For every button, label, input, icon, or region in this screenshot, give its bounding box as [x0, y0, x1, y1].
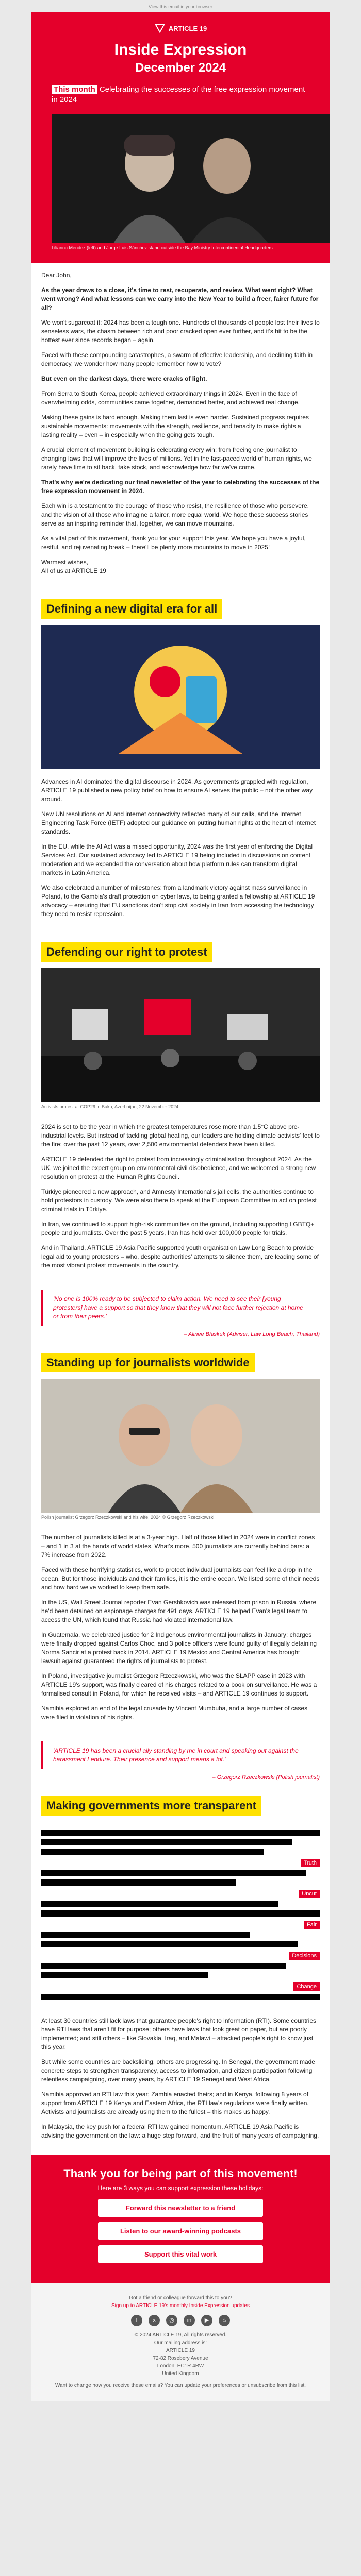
- redact-label-3: Fair: [304, 1921, 320, 1929]
- logo-icon: [154, 23, 166, 34]
- logo-text: ARTICLE 19: [168, 24, 207, 32]
- journalist-quote: 'ARTICLE 19 has been a crucial ally standing by me in court and speaking out against the harassment I endure. Their presence and support means a lot.': [41, 1741, 320, 1769]
- people-photo-illustration: [52, 114, 330, 243]
- signup-link[interactable]: Sign up to ARTICLE 19's monthly Inside Expression updates: [111, 2303, 250, 2309]
- section4-body: At least 30 countries still lack laws that guarantee people's right to information (RTI). Some countries have RTI laws that aren't fit for purpose; others have laws that look great on paper, but are poorly implemented; and still others – like Slovakia, Iraq, and Malawi – attacked people's right to know just this year. But while some countries are backsliding, others are progressing. In Senegal, the government made concrete steps to strengthen transparency, access to information, and citizen participation following relentless campaigning, over many years, by ARTICLE 19 Senegal and West Africa. Namibia approved an RTI law this year; Zambia enacted theirs; and in Kenya, following 8 years of support from ARTICLE 19 Kenya and Eastern Africa, the RTI law's regulations were finally written. Activists and journalists are already using them to the fullest – this makes us happy. In Malaysia, the key push for a federal RTI law gained momentum. ARTICLE 19 Asia Pacific is advising the government on the law: a huge step forward, and the fruit of many years of campaigning.: [41, 2017, 319, 2139]
- intro-letter: Dear John, As the year draws to a close, it's time to rest, recuperate, and review. What went right? What went wrong? And what lessons can we carry into the New Year to build a freer, fairer future for all? We won't sugarcoat it: 2024 has been a tough one. Hundreds of thousands of people lost their lives to senseless wars, the chasm between rich and poor cracked open ever further, and it's hit to be the hottest ever since records began – again. Faced with these compounding catastrophes, a swarm of effective leadership, and declining faith in democracy, we wonder how many people remember how to vote? But even on the darkest days, there were cracks of light. From Serra to South Korea, people achieved extraordinary things in 2024. Even in the face of overwhelming odds, communities came together, demanded better, and achieved real change. Making these gains is hard enough. Making them last is even harder. Sustained progress requires sustainable movements: movements with the strength, resilience, and tenacity to make rights a lasting reality – even – in especially when the going gets tough. A crucial element of movement building is celebrating every win: from freeing one journalist to changing laws that will improve the lives of millions. Yet in the fast-paced world of human rights, we rarely have time to sit back, take stock, and acknowledge how far we've come. That's why we're dedicating our final newsletter of the year to celebrating the successes of the free expression movement in 2024. Each win is a testament to the courage of those who resist, the resilience of those who persevere, and the vision of all those who imagine a fairer, more equal world. We hope these success stories serve as an inspiring reminder that, together, we can move mountains. As a vital part of this movement, thank you for your support this year. We hope you have a joyful, restful, and rejuvenating break – there'll be plenty more mountains to move in 2025! Warmest wishes, All of us at ARTICLE 19: [41, 272, 320, 574]
- view-in-browser-link[interactable]: View this email in your browser: [149, 4, 212, 9]
- youtube-icon[interactable]: ▶: [201, 2315, 212, 2326]
- section-title-protest: Defending our right to protest: [41, 942, 212, 962]
- redact-label-4: Decisions: [289, 1952, 320, 1960]
- x-icon[interactable]: x: [149, 2315, 160, 2326]
- ai-art-illustration: [41, 625, 320, 769]
- page-title: Inside Expression: [114, 41, 247, 58]
- issue-date: December 2024: [135, 61, 226, 75]
- cta-lead: Here are 3 ways you can support expression these holidays:: [97, 2184, 264, 2192]
- podcasts-button[interactable]: Listen to our award-winning podcasts: [98, 2222, 263, 2240]
- redact-label-1: Truth: [301, 1859, 320, 1867]
- support-button[interactable]: Support this vital work: [98, 2245, 263, 2263]
- hero-subtitle: This month Celebrating the successes of the free expression movement in 2024: [52, 85, 305, 104]
- redact-label-2: Uncut: [299, 1890, 320, 1898]
- hero-caption: Lilianna Mendez (left) and Jorge Luis Sánchez stand outside the Bay Ministry Intercontinental Headquarters: [52, 245, 273, 250]
- journalist-quote-source: – Grzegorz Rzeczkowski (Polish journalist): [212, 1774, 320, 1781]
- section-title-transparency: Making governments more transparent: [41, 1796, 261, 1816]
- digital-illustration: [41, 625, 320, 769]
- linkedin-icon[interactable]: in: [184, 2315, 195, 2326]
- cta-title: Thank you for being part of this movement!: [63, 2167, 298, 2180]
- greeting: Dear John,: [41, 272, 72, 279]
- section2-body: 2024 is set to be the year in which the greatest temperatures rose more than 1.5°C above pre-industrial levels. But instead of tackling global heating, our leaders are holding climate activists' feet to the fire: over the past 12 years, over 2,500 environmental defenders have been killed. ARTICLE 19 defended the right to protest from increasingly criminalisation throughout 2024. As the UK, we joined the expert group on environmental civil disobedience, and we welcomed a strong new resolution on protest at the Human Rights Council. Türkiye pioneered a new approach, and Amnesty International's jail cells, the authorities continue to hold protestors in custody. We were also there to speak at the European Committee to act on protest criminal trials in Türkiye. In Iran, we continued to support high-risk communities on the ground, including supporting LGBTQ+ people and journalists. Over the past 5 years, Iran has held over 100,000 people for trials. And in Thailand, ARTICLE 19 Asia Pacific supported youth organisation Law Long Beach to provide legal aid to young protesters – who, despite authorities' attempts to silence them, are leading some of the most vibrant protest movements in the country.: [41, 1123, 320, 1269]
- unsubscribe-text[interactable]: Want to change how you receive these emails? You can update your preferences or unsubscribe from this list.: [55, 2383, 306, 2388]
- journalist-photo: [41, 1379, 320, 1513]
- month-tag: This month: [52, 85, 97, 94]
- footer: Got a friend or colleague forward this to you? Sign up to ARTICLE 19's monthly Inside Expression updates f x ◎ in ▶ ⌂ © 2024 ARTICLE 19, All rights reserved. Our mailing address is: ARTICLE 19 72-82 Rosebery Avenue London, EC1R 4RW United Kingdom Want to change how you receive these emails? You can update your preferences or unsubscribe from this list.: [31, 2283, 330, 2401]
- facebook-icon[interactable]: f: [131, 2315, 142, 2326]
- journalist-photo-illustration: [41, 1379, 320, 1513]
- section-title-digital: Defining a new digital era for all: [41, 599, 222, 619]
- protest-photo: [41, 968, 320, 1102]
- protest-quote-source: – Alinee Bhiskuk (Adviser, Law Long Beach, Thailand): [184, 1331, 320, 1337]
- section-title-journalists: Standing up for journalists worldwide: [41, 1353, 255, 1372]
- protest-caption: Activists protest at COP29 in Baku, Azerbaijan, 22 November 2024: [41, 1104, 179, 1109]
- website-icon[interactable]: ⌂: [219, 2315, 230, 2326]
- brand-logo[interactable]: [154, 23, 207, 34]
- instagram-icon[interactable]: ◎: [166, 2315, 177, 2326]
- hero-photo: [52, 114, 330, 243]
- email-container: [31, 12, 330, 2401]
- signoff: Warmest wishes, All of us at ARTICLE 19: [41, 558, 106, 574]
- protest-photo-illustration: [41, 968, 320, 1102]
- journalist-caption: Polish journalist Grzegorz Rzeczkowski and his wife, 2024 © Grzegorz Rzeczkowski: [41, 1515, 215, 1520]
- protest-quote: 'No one is 100% ready to be subjected to claim action. We need to see their [young protesters] have a support so that they know that they will not face further rejection at home or from their peers.': [41, 1290, 320, 1326]
- section3-body: The number of journalists killed is at a 3-year high. Half of those killed in 2024 were in conflict zones – and 1 in 3 at the hands of world states. What's more, 500 journalists are currently behind bars: a 7% increase from 2022. Faced with these horrifying statistics, work to protect individual journalists can feel like a drop in the ocean. But for those individuals and their families, it is the entire ocean. We listed some of their needs and how hard we've worked to keep them safe. In the US, Wall Street Journal reporter Evan Gershkovich was released from prison in Russia, where he'd been detained on espionage charges for 491 days. ARTICLE 19 helped Evan's legal team to access the UN, which found that Russia had violated international law. In Guatemala, we celebrated justice for 2 Indigenous environmental journalists in January: charges were finally dropped against Carlos Choc, and 3 police officers were found guilty of illegally detaining Norma Sancir at a protest back in 2014. ARTICLE 19 Mexico and Central America has brought lawsuit against guaranteed the rights of journalists to protest. In Poland, investigative journalist Grzegorz Rzeczkowski, who was the SLAPP case in 2023 with ARTICLE 19's support, was finally cleared of his charges related to a book on surveillance. He was a formalised consult in Poland, for which he received visits – and ARTICLE 19 continues to support. Namibia explored an end of the legal crusade by Vincent Mumbuba, and a large number of cases were filed in violation of his rights.: [41, 1534, 320, 1721]
- social-links: [41, 2315, 320, 2326]
- forward-newsletter-button[interactable]: Forward this newsletter to a friend: [98, 2199, 263, 2217]
- section1-body: Advances in AI dominated the digital discourse in 2024. As governments grappled with regulation, ARTICLE 19 published a new policy brief on how to ensure AI serves the public – not the other way around. New UN resolutions on AI and internet connectivity reflected many of our calls, and the Internet Engineering Task Force (IETF) adopted our guidance on putting human rights at the heart of internet standards. In the EU, while the AI Act was a missed opportunity, 2024 was the first year of enforcing the Digital Services Act. Our sustained advocacy led to ARTICLE 19 being included in discussions on content moderation and we expanded the conversation about how platform rules can transform digital markets in Latin America. We also celebrated a number of milestones: from a landmark victory against mass surveillance in Poland, to the Gambia's draft protection on cyber laws, to being granted a fellowship at ARTICLE 19 advocacy – ensuring that EU sanctions don't stop civil society in Iran from accessing the technology they need to resist repression.: [41, 778, 316, 918]
- cta-section: [31, 2155, 330, 2283]
- hero-section: [31, 12, 330, 263]
- redact-label-5: Change: [293, 1982, 320, 1991]
- redacted-document-graphic: [31, 1822, 330, 2008]
